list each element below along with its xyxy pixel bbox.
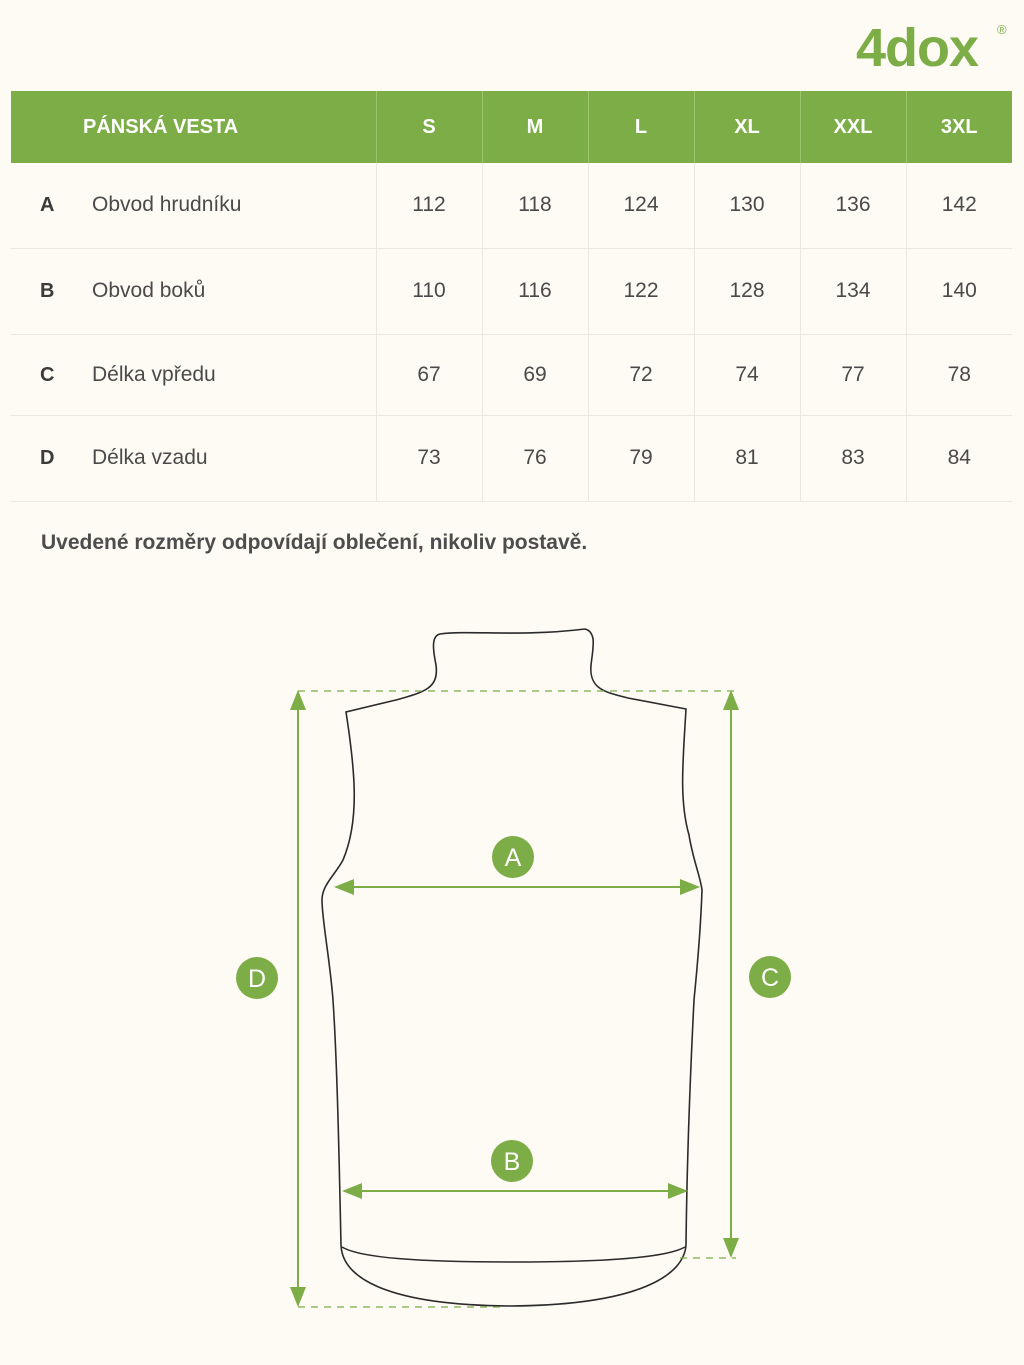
- marker-b-label: B: [503, 1148, 521, 1176]
- marker-c: [749, 956, 791, 998]
- size-header-l: L: [588, 91, 694, 163]
- table-title: PÁNSKÁ VESTA: [11, 91, 376, 163]
- table-cell: 136: [800, 163, 906, 248]
- table-cell: 122: [588, 248, 694, 334]
- table-cell: 67: [376, 334, 482, 415]
- table-cell: 79: [588, 415, 694, 501]
- marker-c-label: C: [760, 964, 780, 992]
- table-cell: 84: [906, 415, 1012, 501]
- brand-logo-text: 4dox: [856, 18, 979, 78]
- size-header-xl: XL: [694, 91, 800, 163]
- row-label: Obvod hrudníku: [92, 193, 242, 217]
- table-cell: 130: [694, 163, 800, 248]
- table-cell: 74: [694, 334, 800, 415]
- size-header-3xl: 3XL: [906, 91, 1012, 163]
- size-header-s: S: [376, 91, 482, 163]
- marker-b: [491, 1140, 533, 1182]
- sizing-note: Uvedené rozměry odpovídají oblečení, nikoliv postavě.: [41, 531, 588, 554]
- table-cell: 69: [482, 334, 588, 415]
- marker-d: [236, 957, 278, 999]
- registered-mark: ®: [997, 22, 1007, 37]
- row-letter: B: [40, 280, 55, 302]
- table-cell: 76: [482, 415, 588, 501]
- size-header-xxl: XXL: [800, 91, 906, 163]
- table-cell: 78: [906, 334, 1012, 415]
- table-cell: 72: [588, 334, 694, 415]
- table-cell: 128: [694, 248, 800, 334]
- table-cell: 142: [906, 163, 1012, 248]
- row-label: Obvod boků: [92, 279, 206, 302]
- table-cell: 81: [694, 415, 800, 501]
- table-cell: 140: [906, 248, 1012, 334]
- table-cell: 83: [800, 415, 906, 501]
- marker-a-label: A: [504, 844, 522, 872]
- table-cell: 73: [376, 415, 482, 501]
- marker-a: [492, 836, 534, 878]
- row-label: Délka vzadu: [92, 446, 208, 469]
- row-letter: A: [40, 194, 55, 217]
- table-cell: 118: [482, 163, 588, 248]
- vest-outline: [322, 629, 702, 1306]
- marker-d-label: D: [247, 965, 267, 993]
- table-cell: 110: [376, 248, 482, 334]
- row-letter: D: [40, 447, 55, 469]
- table-cell: 134: [800, 248, 906, 334]
- table-cell: 124: [588, 163, 694, 248]
- vest-hem-seam: [342, 1247, 685, 1262]
- row-letter: C: [40, 363, 55, 386]
- table-cell: 77: [800, 334, 906, 415]
- table-cell: 112: [376, 163, 482, 248]
- row-label: Délka vpředu: [92, 362, 216, 386]
- size-header-m: M: [482, 91, 588, 163]
- table-cell: 116: [482, 248, 588, 334]
